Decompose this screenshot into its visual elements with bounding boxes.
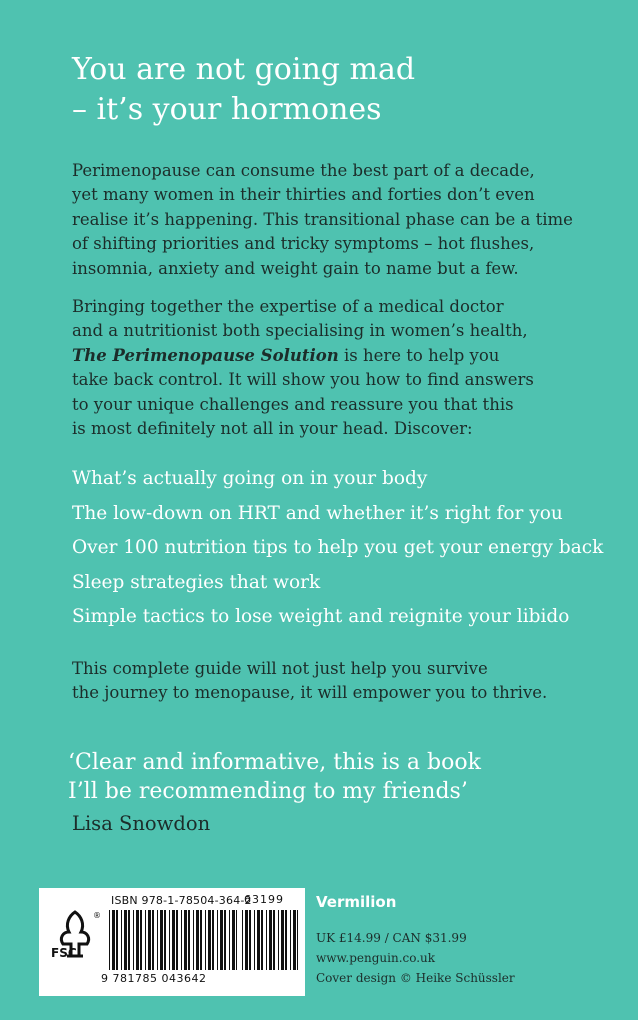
intro-line: realise it’s happening. This transitional phase can be a time <box>72 209 573 229</box>
discover-item: Over 100 nutrition tips to help you get your energy back <box>72 537 604 559</box>
headline-line-1: You are not going mad <box>72 52 416 87</box>
body-line: to your unique challenges and reassure you that this <box>72 394 514 414</box>
body-line: is most definitely not all in your head. Discover: <box>72 419 473 439</box>
discover-list <box>72 462 632 635</box>
svg-text:®: ® <box>93 911 101 920</box>
price-addon-digits: 63199 <box>244 893 284 906</box>
quote-line-1: ‘Clear and informative, this is a book <box>68 750 481 775</box>
book-title: The Perimenopause Solution <box>72 345 339 365</box>
publisher-info <box>316 928 515 988</box>
quote-author: Lisa Snowdon <box>72 812 211 835</box>
discover-item: The low-down on HRT and whether it’s right for you <box>72 502 563 524</box>
cover-credit: Cover design © Heike Schüssler <box>316 971 515 985</box>
headline <box>72 50 592 130</box>
intro-line: Perimenopause can consume the best part of a decade, <box>72 161 535 180</box>
intro-paragraph <box>72 159 592 281</box>
endorsement-quote <box>68 748 608 806</box>
isbn-text: ISBN 978-1-78504-364-2 <box>111 894 252 907</box>
closing-line: the journey to menopause, it will empower you to thrive. <box>72 683 548 703</box>
body-line: take back control. It will show you how to find answers <box>72 370 534 390</box>
intro-line: insomnia, anxiety and weight gain to name but a few. <box>72 258 519 278</box>
fsc-tree-icon <box>47 906 103 984</box>
ean-digits: 9 781785 043642 <box>101 972 207 985</box>
discover-item: Simple tactics to lose weight and reignite your libido <box>72 606 570 628</box>
ean-barcode <box>109 910 237 970</box>
price-text: UK £14.99 / CAN $31.99 <box>316 931 467 945</box>
body-line-rest: is here to help you <box>338 345 500 365</box>
fsc-label: FSC <box>51 946 77 960</box>
barcode-panel <box>39 888 305 996</box>
closing-paragraph <box>72 657 592 706</box>
quote-line-2: I’ll be recommending to my friends’ <box>68 779 468 804</box>
addon-barcode <box>242 910 298 970</box>
closing-line: This complete guide will not just help you survive <box>72 659 488 678</box>
website-text: www.penguin.co.uk <box>316 951 436 965</box>
body-paragraph <box>72 295 592 441</box>
intro-line: of shifting priorities and tricky symptoms – hot flushes, <box>72 234 535 254</box>
body-line-with-title <box>72 344 592 368</box>
publisher-logo: Vermilion <box>316 893 397 911</box>
intro-line: yet many women in their thirties and forties don’t even <box>72 185 535 205</box>
body-line: Bringing together the expertise of a medical doctor <box>72 297 504 316</box>
headline-line-2: – it’s your hormones <box>72 92 382 127</box>
body-line: and a nutritionist both specialising in women’s health, <box>72 321 528 341</box>
discover-item: Sleep strategies that work <box>72 571 321 593</box>
discover-item: What’s actually going on in your body <box>72 468 428 489</box>
